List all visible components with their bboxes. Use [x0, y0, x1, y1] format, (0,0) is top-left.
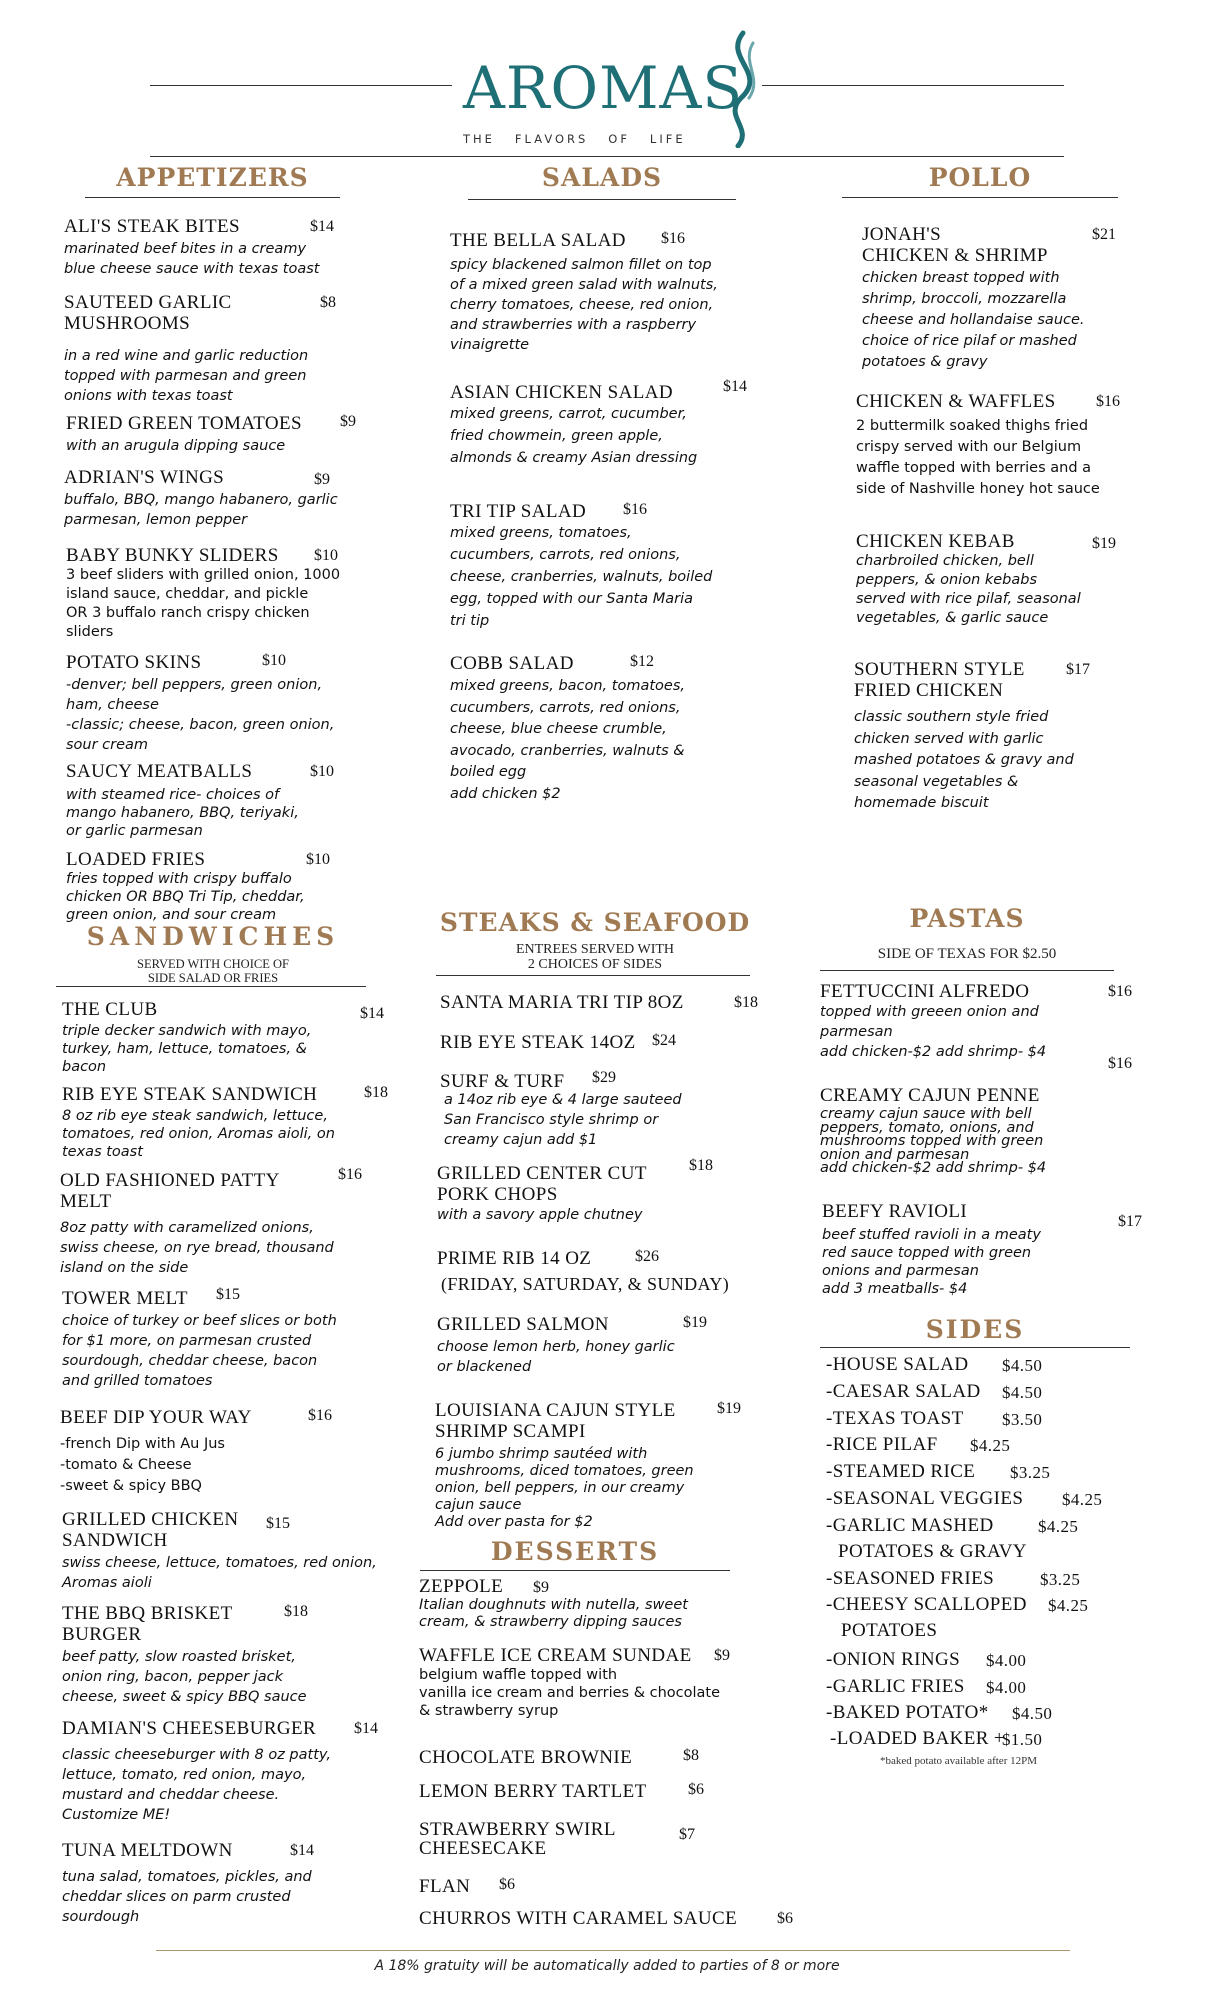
side-item: -LOADED BAKER + $1.50 — [830, 1728, 1043, 1749]
side-item: -CAESAR SALAD $4.50 — [826, 1381, 1043, 1402]
sandwiches-subtitle: SERVED WITH CHOICE OF SIDE SALAD OR FRIES — [137, 957, 289, 985]
menu-item-steak: GRILLED SALMON $19 choose lemon herb, honey garlic or blackened — [437, 1314, 707, 1375]
side-item: POTATOES & GRAVY — [838, 1541, 1027, 1562]
menu-item-pollo: JONAH'S CHICKEN & SHRIMP $21 chicken breast topped with shrimp, broccoli, mozzarella cheese and hollandaise sauce. choice of rice pilaf or mashed potatoes & gravy — [862, 224, 1116, 370]
menu-item-pollo: CHICKEN & WAFFLES $16 2 buttermilk soaked thighs fried crispy served with our Belgium waffle topped with berries and a side of Nashville honey hot sauce — [856, 391, 1120, 497]
section-title-steaks: STEAKS & SEAFOOD — [439, 908, 751, 937]
menu-item-appetizer: POTATO SKINS $10 -denver; bell peppers, green onion, ham, cheese -classic; cheese, bacon, green onion, sour cream — [66, 652, 335, 753]
menu-item-salad: ASIAN CHICKEN SALAD $14 mixed greens, carrot, cucumber, fried chowmein, green apple, almonds & creamy Asian dressing — [450, 378, 747, 466]
menu-item-sandwich: OLD FASHIONED PATTY MELT $16 8oz patty with caramelized onions, swiss cheese, on rye bread, thousand island on the side — [60, 1166, 362, 1276]
brand-tagline: THE FLAVORS OF LIFE — [463, 132, 686, 146]
menu-item-pasta: FETTUCCINI ALFREDO $16 topped with greeen onion and parmesan add chicken-$2 add shrimp- $4 — [820, 981, 1132, 1060]
side-item: -SEASONAL VEGGIES $4.25 — [826, 1488, 1103, 1509]
menu-item-pollo: CHICKEN KEBAB $19 charbroiled chicken, bell peppers, & onion kebabs served with rice pilaf, seasonal vegetables, & garlic sauce — [856, 531, 1116, 626]
menu-item-dessert: LEMON BERRY TARTLET $6 — [419, 1781, 704, 1802]
header-underline — [150, 156, 1064, 157]
menu-item-steak: SANTA MARIA TRI TIP 8OZ $18 — [440, 992, 758, 1013]
menu-item-sandwich: BEEF DIP YOUR WAY $16 -french Dip with Au Jus -tomato & Cheese -sweet & spicy BBQ — [60, 1407, 332, 1494]
menu-item-steak: RIB EYE STEAK 14OZ $24 — [440, 1032, 676, 1053]
menu-item-pollo: SOUTHERN STYLE FRIED CHICKEN $17 classic southern style fried chicken served with garlic mashed potatoes & gravy and seasonal vegetables & homemade biscuit — [854, 659, 1090, 811]
rule-desserts — [420, 1570, 730, 1571]
side-item: -CHEESY SCALLOPED $4.25 — [826, 1594, 1089, 1615]
menu-item-sandwich: THE CLUB $14 triple decker sandwich with mayo, turkey, ham, lettuce, tomatoes, & bacon — [62, 999, 384, 1075]
menu-item-sandwich: DAMIAN'S CHEESEBURGER $14 classic cheeseburger with 8 oz patty, lettuce, tomato, red onion, mayo, mustard and cheddar cheese. Customize ME! — [62, 1718, 378, 1823]
sides-note: *baked potato available after 12PM — [880, 1755, 1038, 1767]
menu-item-dessert: FLAN $6 — [419, 1876, 515, 1897]
menu-item-pasta: CREAMY CAJUN PENNE $16 creamy cajun sauce with bell peppers, tomato, onions, and mushrooms topped with green onion and parmesan add chicken-$2 add shrimp- $4 — [820, 1055, 1132, 1176]
menu-item-salad: THE BELLA SALAD $16 spicy blackened salmon fillet on top of a mixed green salad with walnuts, cherry tomatoes, cheese, red onion, and strawberries with a raspberry vinaigrette — [450, 230, 718, 353]
section-title-sandwiches: SANDWICHES — [86, 922, 340, 951]
menu-item-appetizer: SAUTEED GARLIC MUSHROOMS $8 in a red wine and garlic reduction topped with parmesan and green onions with texas toast — [64, 292, 336, 404]
rule-pollo — [842, 197, 1118, 198]
menu-item-dessert: STRAWBERRY SWIRL CHEESECAKE $7 — [419, 1819, 695, 1859]
menu-item-appetizer: ADRIAN'S WINGS $9 buffalo, BBQ, mango habanero, garlic parmesan, lemon pepper — [64, 467, 338, 528]
side-item: -BAKED POTATO* $4.50 — [826, 1702, 1053, 1723]
header-rule-right — [762, 85, 1064, 86]
menu-item-dessert: WAFFLE ICE CREAM SUNDAE $9 belgium waffle topped with vanilla ice cream and berries & chocolate & strawberry syrup — [419, 1645, 730, 1719]
menu-item-salad: COBB SALAD $12 mixed greens, bacon, tomatoes, cucumbers, carrots, red onions, cheese, blue cheese crumble, avocado, cranberries, walnuts & boiled egg add chicken $2 — [450, 653, 685, 802]
menu-item-appetizer: SAUCY MEATBALLS $10 with steamed rice- choices of mango habanero, BBQ, teriyaki, or garlic parmesan — [66, 761, 334, 839]
menu-item-steak: SURF & TURF $29 a 14oz rib eye & 4 large sauteed San Francisco style shrimp or creamy cajun add $1 — [440, 1069, 682, 1148]
side-item: -HOUSE SALAD $4.50 — [826, 1354, 1043, 1375]
section-title-pollo: POLLO — [928, 163, 1032, 192]
side-item: -ONION RINGS $4.00 — [826, 1649, 1027, 1670]
brand-logo — [455, 28, 775, 153]
gratuity-note: A 18% gratuity will be automatically added to parties of 8 or more — [374, 1958, 840, 1974]
side-item: -GARLIC MASHED $4.25 — [826, 1515, 1079, 1536]
menu-item-sandwich: GRILLED CHICKEN SANDWICH $15 swiss cheese, lettuce, tomatoes, red onion, Aromas aioli — [62, 1509, 377, 1591]
side-item: POTATOES — [841, 1620, 938, 1641]
side-item: -STEAMED RICE $3.25 — [826, 1461, 1051, 1482]
side-item: -TEXAS TOAST $3.50 — [826, 1408, 1043, 1429]
side-item: -SEASONED FRIES $3.25 — [826, 1568, 1081, 1589]
section-title-appetizers: APPETIZERS — [116, 163, 309, 192]
menu-item-appetizer: FRIED GREEN TOMATOES $9 with an arugula dipping sauce — [66, 413, 356, 454]
rule-salads — [468, 199, 736, 200]
rule-sandwiches — [56, 986, 366, 987]
menu-item-dessert: ZEPPOLE $9 Italian doughnuts with nutella, sweet cream, & strawberry dipping sauces — [419, 1576, 688, 1630]
menu-item-dessert: CHOCOLATE BROWNIE $8 — [419, 1747, 699, 1768]
menu-item-sandwich: RIB EYE STEAK SANDWICH $18 8 oz rib eye steak sandwich, lettuce, tomatoes, red onion, Aromas aioli, on texas toast — [62, 1084, 388, 1160]
rule-steaks — [436, 975, 750, 976]
menu-item-appetizer: ALI'S STEAK BITES $14 marinated beef bites in a creamy blue cheese sauce with texas toast — [64, 216, 334, 277]
menu-item-steak: LOUISIANA CAJUN STYLE SHRIMP SCAMPI $19 6 jumbo shrimp sautéed with mushrooms, diced tomatoes, green onion, bell peppers, in our creamy cajun sauce Add over pasta for $2 — [435, 1400, 741, 1530]
menu-item-steak: PRIME RIB 14 OZ $26 (FRIDAY, SATURDAY, & SUNDAY) — [437, 1248, 730, 1294]
rule-appetizers — [85, 197, 340, 198]
side-item: -RICE PILAF $4.25 — [826, 1434, 1011, 1455]
section-title-salads: SALADS — [541, 163, 663, 192]
rule-sides — [820, 1347, 1130, 1348]
menu-item-sandwich: THE BBQ BRISKET BURGER $18 beef patty, slow roasted brisket, onion ring, bacon, pepper jack cheese, sweet & spicy BBQ sauce — [62, 1603, 308, 1705]
steaks-subtitle: ENTREES SERVED WITH 2 CHOICES OF SIDES — [515, 942, 675, 972]
menu-item-appetizer: LOADED FRIES $10 fries topped with crispy buffalo chicken OR BBQ Tri Tip, cheddar, green onion, and sour cream — [66, 849, 330, 923]
menu-item-appetizer: BABY BUNKY SLIDERS $10 3 beef sliders with grilled onion, 1000 island sauce, cheddar, and pickle OR 3 buffalo ranch crispy chicken sliders — [66, 545, 341, 640]
footer-rule — [156, 1950, 1070, 1951]
pastas-subtitle: SIDE OF TEXAS FOR $2.50 — [877, 946, 1057, 962]
side-item: -GARLIC FRIES $4.00 — [826, 1676, 1027, 1697]
section-title-desserts: DESSERTS — [490, 1537, 660, 1566]
menu-item-salad: TRI TIP SALAD $16 mixed greens, tomatoes, cucumbers, carrots, red onions, cheese, cranberries, walnuts, boiled egg, topped with our Santa Maria tri tip — [450, 501, 713, 629]
header-rule-left — [150, 85, 452, 86]
menu-item-pasta: BEEFY RAVIOLI $17 beef stuffed ravioli in a meaty red sauce topped with green onions and parmesan add 3 meatballs- $4 — [822, 1201, 1142, 1297]
menu-item-sandwich: TUNA MELTDOWN $14 tuna salad, tomatoes, pickles, and cheddar slices on parm crusted sourdough — [62, 1840, 314, 1925]
brand-name: AROMAS — [463, 54, 744, 122]
rule-pastas — [820, 970, 1114, 971]
menu-item-sandwich: TOWER MELT $15 choice of turkey or beef slices or both for $1 more, on parmesan crusted sourdough, cheddar cheese, bacon and grilled tomatoes — [62, 1286, 337, 1389]
section-title-pastas: PASTAS — [909, 904, 1025, 933]
menu-item-steak: GRILLED CENTER CUT PORK CHOPS $18 with a savory apple chutney — [437, 1157, 713, 1223]
section-title-sides: SIDES — [925, 1315, 1025, 1344]
menu-item-dessert: CHURROS WITH CARAMEL SAUCE $6 — [419, 1908, 793, 1929]
